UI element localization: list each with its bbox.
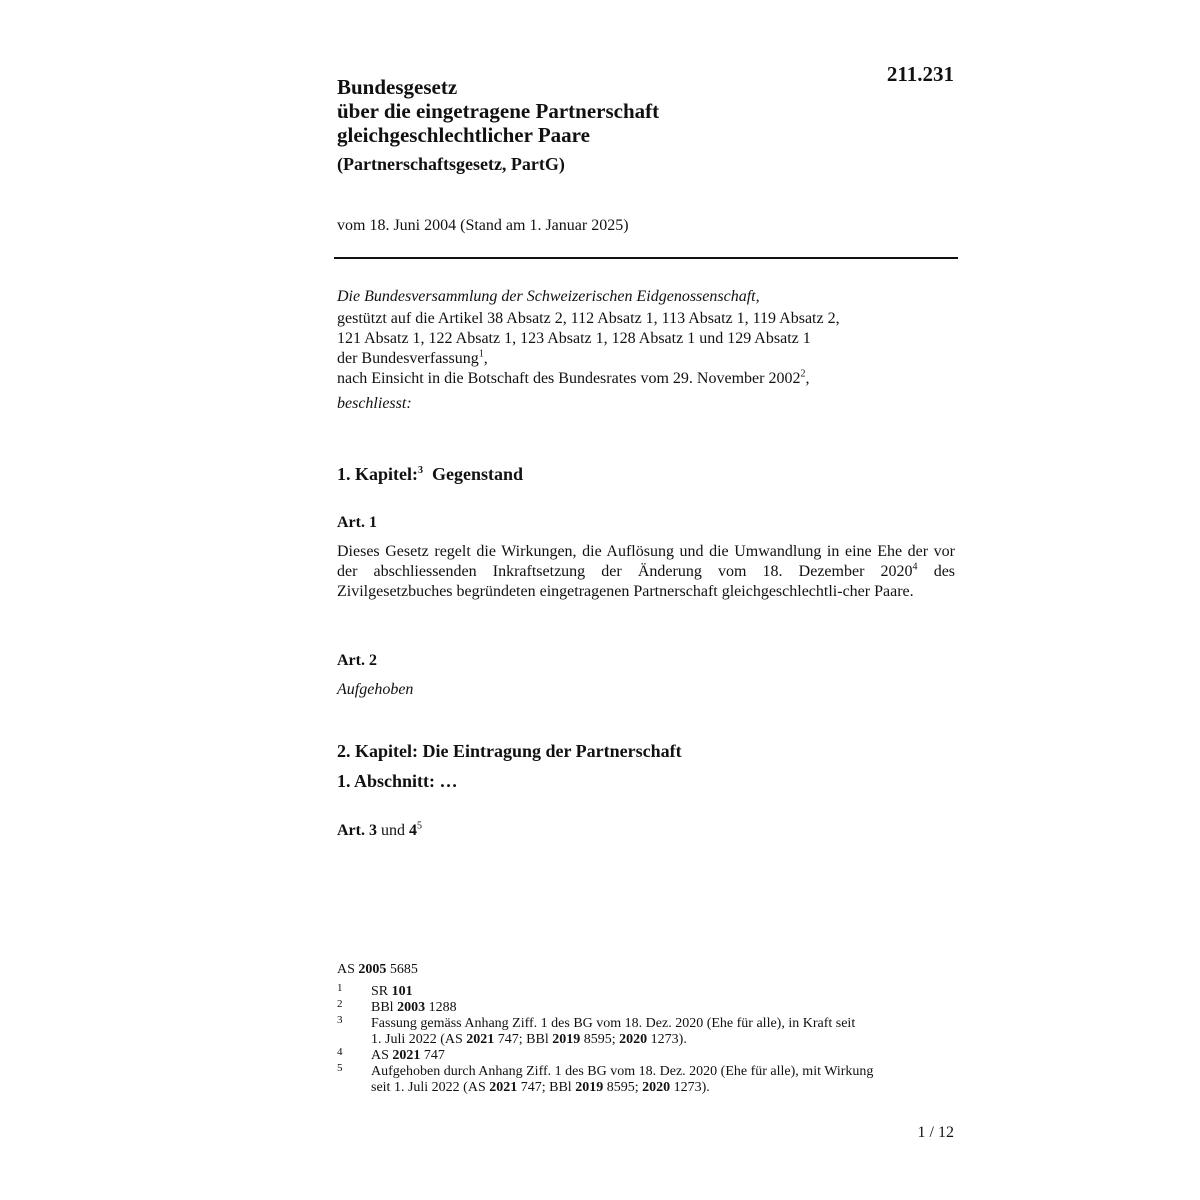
footnote-ref[interactable]: 4 — [912, 561, 918, 573]
title-line: über die eingetragene Partnerschaft — [337, 99, 660, 123]
footnote-text: Fassung gemäss Anhang Ziff. 1 des BG vom 18. Dez. 2020 (Ehe für alle), in Kraft seit 1. Juli 2022 (AS 2021 747; BBl 2019 8595; 2020 1273). — [371, 1016, 856, 1047]
article-2-heading: Art. 2 — [337, 652, 377, 669]
article-1-heading: Art. 1 — [337, 514, 377, 531]
preamble-line: nach Einsicht in die Botschaft des Bundesrates vom 29. November 2002$^2$, — [337, 368, 810, 387]
footnote-text: BBl 2003 1288 — [371, 1000, 457, 1015]
footnote-ref[interactable]: 5 — [416, 820, 422, 832]
footnote-text: Aufgehoben durch Anhang Ziff. 1 des BG vom 18. Dez. 2020 (Ehe für alle), mit Wirkung seit 1. Juli 2022 (AS 2021 747; BBl 2019 8595; 2020 1273). — [371, 1064, 874, 1095]
footnote-number: 3 — [337, 1014, 343, 1026]
article-3-4-heading: Art. 3 und $4^5$ — [337, 820, 422, 839]
footnote-text: SR 101 — [371, 984, 413, 999]
footnote-ref[interactable]: 3 — [418, 465, 423, 476]
page-number: 1 / 12 — [917, 1124, 954, 1141]
law-date: vom 18. Juni 2004 (Stand am 1. Januar 2025) — [337, 217, 629, 234]
preamble-assembly: Die Bundesversammlung der Schweizerischen Eidgenossenschaft, — [337, 288, 760, 305]
chapter-1-heading: 1. Kapitel:$^3$ Gegenstand — [337, 464, 524, 484]
law-title — [337, 75, 659, 147]
title-line: gleichgeschlechtlicher Paare — [337, 123, 590, 147]
footnote-number: 5 — [337, 1062, 343, 1074]
chapter-2-heading: 2. Kapitel: Die Eintragung der Partnerschaft — [337, 741, 682, 761]
footnote-ref[interactable]: 1 — [478, 348, 484, 360]
title-line: Bundesgesetz — [337, 75, 458, 99]
footnote-number: 2 — [337, 998, 343, 1010]
footnote-text: AS 2021 747 — [371, 1048, 445, 1063]
as-reference: AS 2005 5685 — [337, 962, 418, 977]
footnote-ref[interactable]: 2 — [800, 368, 806, 380]
article-2-text: Aufgehoben — [337, 681, 414, 698]
preamble — [337, 287, 937, 414]
preamble-line: gestützt auf die Artikel 38 Absatz 2, 112 Absatz 1, 113 Absatz 1, 119 Absatz 2, — [337, 310, 840, 327]
law-subtitle: (Partnerschaftsgesetz, PartG) — [337, 154, 565, 174]
section-1-heading: 1. Abschnitt: … — [337, 771, 458, 791]
preamble-decides: beschliesst: — [337, 395, 412, 412]
preamble-line: der Bundesverfassung$^1$, — [337, 348, 488, 367]
sr-number: 211.231 — [886, 62, 954, 86]
footnote-number: 1 — [337, 982, 343, 994]
preamble-line: 121 Absatz 1, 122 Absatz 1, 123 Absatz 1, 128 Absatz 1 und 129 Absatz 1 — [337, 330, 811, 347]
divider — [334, 257, 958, 259]
footnote-number: 4 — [337, 1046, 343, 1058]
article-1-text: Dieses Gesetz regelt die Wirkungen, die Auflösung und die Umwandlung in eine Ehe der vor der abschliessenden Inkraftsetzung der Änderung vom 18. Dezember 2020$^4$ des Zivilgesetzbuches begründeten eingetragenen Partnerschaft gleichgeschlechtli-cher Paare. — [337, 543, 956, 600]
